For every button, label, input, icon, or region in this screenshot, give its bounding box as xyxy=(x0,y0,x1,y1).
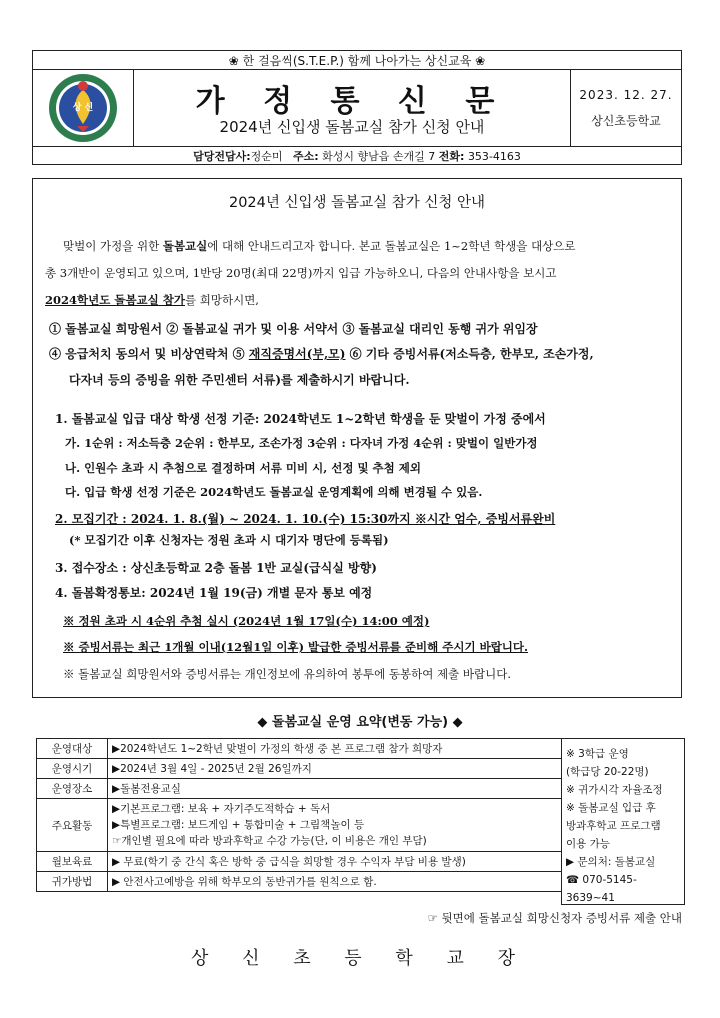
slogan: ❀ 한 걸음씩(S.T.E.P.) 함께 나아가는 상신교육 ❀ xyxy=(32,50,682,70)
page-title: 가 정 통 신 문 xyxy=(195,84,509,119)
note-2: ※ 증빙서류는 최근 1개월 이내(12월1일 이후) 발급한 증빙서류를 준비해 주시기 바랍니다. xyxy=(63,640,529,654)
side-note: 방과후학교 프로그램 xyxy=(566,820,661,832)
note-1: ※ 정원 초과 시 4순위 추첨 실시 (2024년 1월 17일(수) 14:00 예정) xyxy=(63,614,430,628)
item-4: 4. 돌봄확정통보: 2024년 1월 19(금) 개별 문자 통보 예정 xyxy=(55,586,373,600)
paragraph-line: 총 3개반이 운영되고 있으며, 1반당 20명(최대 22명)까지 입급 가능하오니, 다음의 안내사항을 보시고 xyxy=(45,266,557,280)
row-key: 월보육료 xyxy=(37,852,108,872)
table-row xyxy=(37,799,562,852)
table-row xyxy=(37,852,562,872)
side-note: ☎ 070-5145-3639~41 xyxy=(566,874,637,904)
item-1: 1. 돌봄교실 입급 대상 학생 선정 기준: 2024학년도 1~2학년 학생을 둔 맞벌이 가정 중에서 xyxy=(55,412,546,426)
footnote: ☞ 뒷면에 돌봄교실 희망신청자 증빙서류 제출 안내 xyxy=(427,911,682,925)
row-value xyxy=(108,799,562,852)
address-label: 주소: xyxy=(293,150,319,163)
letter-header xyxy=(32,69,682,165)
item-2: 2. 모집기간 : 2024. 1. 8.(월) ~ 2024. 1. 10.(수) 15:30까지 ※시간 엄수, 증빙서류완비 xyxy=(55,512,556,526)
side-note: ※ 귀가시각 자율조정 xyxy=(566,784,663,796)
contact-line xyxy=(33,146,681,167)
table-row xyxy=(37,779,562,799)
page-subtitle: 2024년 신입생 돌봄교실 참가 신청 안내 xyxy=(219,118,485,136)
principal-signature: 상 신 초 등 학 교 장 xyxy=(190,948,530,969)
row-value: ▶2024년 3월 4일 - 2025년 2월 26일까지 xyxy=(108,759,562,779)
table-row xyxy=(37,759,562,779)
item-1-na: 나. 인원수 초과 시 추첨으로 결정하며 서류 미비 시, 선정 및 추첨 제외 xyxy=(65,461,421,475)
paragraph-line: 맞벌이 가정을 위한 돌봄교실에 대해 안내드리고자 합니다. 본교 돌봄교실은 1~2학년 학생을 대상으로 xyxy=(63,239,576,253)
table-row xyxy=(37,872,562,892)
row-key: 운영장소 xyxy=(37,779,108,799)
row-value: ▶ 안전사고예방을 위해 학부모의 동반귀가를 원칙으로 함. xyxy=(108,872,562,892)
item-1-da: 다. 입급 학생 선정 기준은 2024학년도 돌봄교실 운영계획에 의해 변경될 수 있음. xyxy=(65,485,483,499)
contact-label: 담당전담사: xyxy=(193,150,251,163)
phone: 353-4163 xyxy=(467,150,521,163)
school-name: 상신초등학교 xyxy=(591,114,661,128)
documents-line: ① 돌봄교실 희망원서 ② 돌봄교실 귀가 및 이용 서약서 ③ 돌봄교실 대리인 동행 귀가 위임장 xyxy=(49,322,538,336)
row-value-line: ▶기본프로그램: 보육 + 자기주도적학습 + 독서 xyxy=(112,803,331,815)
side-note: (학급당 20-22명) xyxy=(566,766,649,778)
address: 화성시 향남읍 손개길 7 xyxy=(322,150,436,163)
notice-heading: 2024년 신입생 돌봄교실 참가 신청 안내 xyxy=(228,195,486,211)
logo-text: 상 신 xyxy=(72,103,94,113)
side-note: ※ 3학급 운영 xyxy=(566,748,629,760)
summary-side-notes xyxy=(561,738,685,905)
phone-label: 전화: xyxy=(438,150,465,163)
row-value: ▶ 무료(학기 중 간식 혹은 방학 중 급식을 희망할 경우 수익자 부담 비용 발생) xyxy=(108,852,562,872)
row-value-line: ▶특별프로그램: 보드게임 + 통합미술 + 그림책놀이 등 xyxy=(112,819,365,831)
documents-line: 다자녀 등의 증빙을 위한 주민센터 서류)를 제출하시기 바랍니다. xyxy=(69,373,410,387)
row-value: ▶2024학년도 1~2학년 맞벌이 가정의 학생 중 본 프로그램 참가 희망자 xyxy=(108,739,562,759)
issue-date: 2023. 12. 27. xyxy=(579,88,673,102)
item-2-sub: (* 모집기간 이후 신청자는 정원 초과 시 대기자 명단에 등록됨) xyxy=(69,533,389,547)
summary-table xyxy=(36,738,562,892)
table-row xyxy=(37,739,562,759)
row-key: 운영대상 xyxy=(37,739,108,759)
row-value: ▶돌봄전용교실 xyxy=(108,779,562,799)
row-key: 주요활동 xyxy=(37,799,108,852)
contact-person: 정순미 xyxy=(250,150,283,163)
item-3: 3. 접수장소 : 상신초등학교 2층 돌봄 1반 교실(급식실 방향) xyxy=(55,561,377,575)
documents-line: ④ 응급처치 동의서 및 비상연락처 ⑤ 재직증명서(부,모) ⑥ 기타 증빙서류(저소득층, 한부모, 조손가정, xyxy=(49,347,594,361)
note-3: ※ 돌봄교실 희망원서와 증빙서류는 개인정보에 유의하여 봉투에 동봉하여 제출 바랍니다. xyxy=(63,667,511,681)
row-key: 귀가방법 xyxy=(37,872,108,892)
summary-title: ◆ 돌봄교실 운영 요약(변동 가능) ◆ xyxy=(257,715,463,730)
row-value-line: ☞개인별 필요에 따라 방과후학교 수강 가능(단, 이 비용은 개인 부담) xyxy=(112,835,427,847)
item-1-ga: 가. 1순위 : 저소득층 2순위 : 한부모, 조손가정 3순위 : 다자녀 가정 4순위 : 맞벌이 일반가정 xyxy=(65,436,538,450)
paragraph-line: 2024학년도 돌봄교실 참가를 희망하시면, xyxy=(45,293,259,307)
date-cell xyxy=(570,70,681,146)
notice-box xyxy=(32,178,682,698)
logo-cell xyxy=(33,70,134,146)
row-key: 운영시기 xyxy=(37,759,108,779)
side-note: ▶ 문의처: 돌봄교실 xyxy=(566,856,656,868)
side-note: ※ 돌봄교실 입급 후 xyxy=(566,802,656,814)
side-note: 이용 가능 xyxy=(566,838,610,850)
